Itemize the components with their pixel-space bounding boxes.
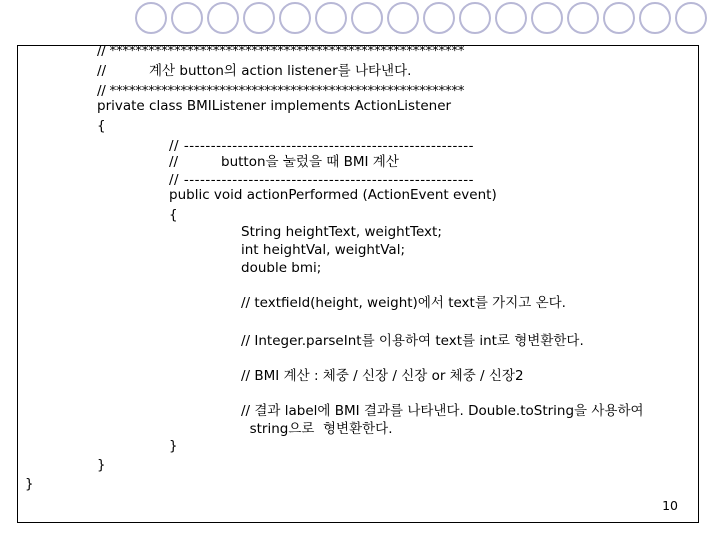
code-brace: { bbox=[169, 207, 178, 223]
ring-icon bbox=[352, 3, 382, 33]
code-comment-line: string으로 형변환한다. bbox=[241, 421, 393, 437]
ring-icon bbox=[568, 3, 598, 33]
ring-icon bbox=[496, 3, 526, 33]
code-comment-line: // 계산 button의 action listener를 나타낸다. bbox=[97, 63, 412, 79]
ring-icon bbox=[460, 3, 490, 33]
slide-frame bbox=[17, 45, 699, 523]
code-brace: } bbox=[25, 476, 34, 492]
ring-icon bbox=[208, 3, 238, 33]
code-comment-line: // textfield(height, weight)에서 text를 가지고 온다. bbox=[241, 295, 566, 311]
code-comment-line: // 결과 label에 BMI 결과를 나타낸다. Double.toString을 사용하여 bbox=[241, 403, 644, 419]
code-line: double bmi; bbox=[241, 260, 322, 276]
ring-icon bbox=[388, 3, 418, 33]
binder-rings-decoration bbox=[0, 0, 720, 40]
code-line: String heightText, weightText; bbox=[241, 224, 442, 240]
ring-icon bbox=[676, 3, 706, 33]
ring-icon bbox=[136, 3, 166, 33]
code-comment-line: // BMI 계산 : 체중 / 신장 / 신장 or 체중 / 신장2 bbox=[241, 368, 524, 384]
page-number: 10 bbox=[662, 498, 678, 513]
code-line: private class BMIListener implements ActionListener bbox=[97, 98, 452, 114]
ring-icon bbox=[244, 3, 274, 33]
ring-icon bbox=[172, 3, 202, 33]
ring-icon bbox=[532, 3, 562, 33]
code-comment-line: // Integer.parseInt를 이용하여 text를 int로 형변환한다. bbox=[241, 333, 584, 349]
code-line: int heightVal, weightVal; bbox=[241, 242, 405, 258]
code-brace: { bbox=[97, 118, 106, 134]
code-line: public void actionPerformed (ActionEvent event) bbox=[169, 187, 497, 203]
code-comment-stars: // ******************************************************* bbox=[97, 83, 465, 99]
code-comment-line: // button을 눌렀을 때 BMI 계산 bbox=[169, 154, 399, 170]
ring-icon bbox=[316, 3, 346, 33]
ring-icon bbox=[604, 3, 634, 33]
code-comment-dashes: // ------------------------------------------------------ bbox=[169, 138, 474, 154]
ring-icon bbox=[280, 3, 310, 33]
code-comment-stars: // ******************************************************* bbox=[97, 43, 465, 59]
ring-icon bbox=[640, 3, 670, 33]
ring-icon bbox=[424, 3, 454, 33]
code-comment-dashes: // ------------------------------------------------------ bbox=[169, 172, 474, 188]
code-brace: } bbox=[169, 438, 178, 454]
code-brace: } bbox=[97, 457, 106, 473]
